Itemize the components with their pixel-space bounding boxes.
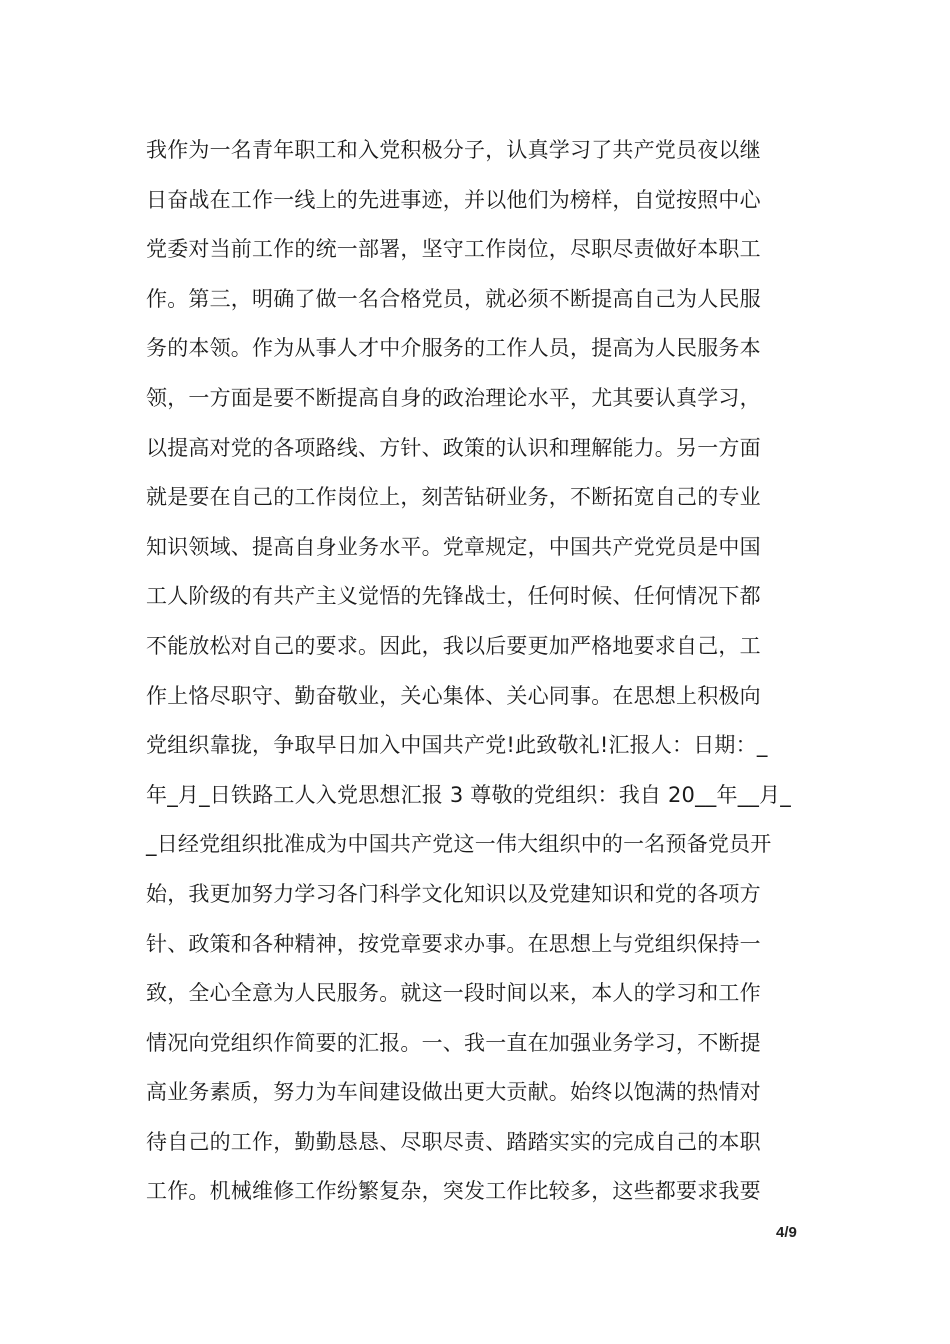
text-line: 高业务素质，努力为车间建设做出更大贡献。始终以饱满的热情对	[146, 1080, 761, 1105]
text-line: 始，我更加努力学习各门科学文化知识以及党建知识和党的各项方	[146, 881, 761, 906]
text-line: 工作。机械维修工作纷繁复杂，突发工作比较多，这些都要求我要	[146, 1179, 761, 1204]
text-line: 情况向党组织作简要的汇报。一、我一直在加强业务学习，不断提	[146, 1030, 761, 1055]
text-line: 致，全心全意为人民服务。就这一段时间以来，本人的学习和工作	[146, 981, 761, 1006]
page-number: 4/9	[776, 1224, 797, 1241]
text-line: 以提高对党的各项路线、方针、政策的认识和理解能力。另一方面	[146, 435, 761, 460]
text-line: 不能放松对自己的要求。因此，我以后要更加严格地要求自己，工	[146, 633, 761, 658]
text-line: 务的本领。作为从事人才中介服务的工作人员，提高为人民服务本	[146, 336, 761, 361]
body-text	[146, 126, 826, 1217]
text-line: 针、政策和各种精神，按党章要求办事。在思想上与党组织保持一	[146, 931, 761, 956]
text-line: 日奋战在工作一线上的先进事迹，并以他们为榜样，自觉按照中心	[146, 187, 761, 212]
text-line: 我作为一名青年职工和入党积极分子，认真学习了共产党员夜以继	[146, 138, 761, 162]
text-line: 年_月_日铁路工人入党思想汇报 3 尊敬的党组织：我自 20__年__月_	[146, 782, 792, 807]
text-line: 待自己的工作，勤勤恳恳、尽职尽责、踏踏实实的完成自己的本职	[146, 1129, 761, 1154]
text-line: 作。第三，明确了做一名合格党员，就必须不断提高自己为人民服	[146, 286, 761, 311]
text-line: _日经党组织批准成为中国共产党这一伟大组织中的一名预备党员开	[146, 832, 772, 857]
text-line: 知识领域、提高自身业务水平。党章规定，中国共产党党员是中国	[146, 534, 761, 559]
text-line: 作上恪尽职守、勤奋敬业，关心集体、关心同事。在思想上积极向	[146, 683, 761, 708]
text-line: 领，一方面是要不断提高自身的政治理论水平，尤其要认真学习，	[146, 385, 761, 410]
text-line: 就是要在自己的工作岗位上，刻苦钻研业务，不断拓宽自己的专业	[146, 485, 761, 510]
text-line: 党委对当前工作的统一部署，坚守工作岗位，尽职尽责做好本职工	[146, 237, 761, 262]
text-line: 工人阶级的有共产主义觉悟的先锋战士，任何时候、任何情况下都	[146, 584, 761, 609]
text-line: 党组织靠拢，争取早日加入中国共产党!此致敬礼!汇报人：日期：_	[146, 733, 768, 758]
